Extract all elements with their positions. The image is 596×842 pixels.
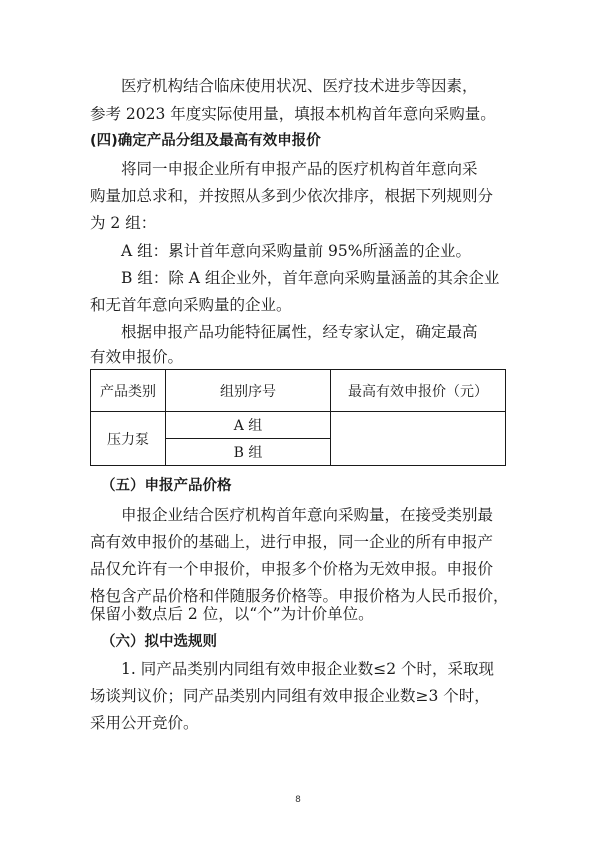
paragraph-line: B 组：除 A 组企业外，首年意向采购量涵盖的其余企业: [121, 269, 500, 287]
paragraph-line: 和无首年意向采购量的企业。: [90, 296, 292, 314]
paragraph-line: 将同一申报企业所有申报产品的医疗机构首年意向采: [121, 160, 478, 178]
header-category: 产品类别: [91, 370, 166, 412]
paragraph-line: 采用公开竞价。: [90, 714, 199, 732]
table-row: [91, 412, 506, 439]
paragraph-line: 高有效申报价的基础上，进行申报，同一企业的所有申报产: [90, 533, 494, 551]
paragraph-line: 品仅允许有一个申报价，申报多个价格为无效申报。申报价: [90, 560, 494, 578]
cell-group-a: A 组: [166, 412, 331, 439]
paragraph-line: 保留小数点后 2 位，以“个”为计价单位。: [90, 605, 374, 623]
paragraph-line: 1. 同产品类别内同组有效申报企业数≤2 个时，采取现: [121, 660, 494, 678]
section-heading-5: （五）申报产品价格: [101, 478, 232, 494]
header-price: 最高有效申报价（元）: [331, 370, 506, 412]
paragraph-line: 根据申报产品功能特征属性，经专家认定，确定最高: [121, 323, 478, 341]
paragraph-line: 格包含产品价格和伴随服务价格等。申报价格为人民币报价，: [90, 587, 509, 605]
price-group-table: [90, 369, 506, 466]
cell-group-b: B 组: [166, 439, 331, 466]
paragraph-line: 有效申报价。: [90, 348, 184, 366]
cell-price[interactable]: [331, 412, 506, 466]
table-header-row: [91, 370, 506, 412]
section-heading-4: (四)确定产品分组及最高有效申报价: [90, 133, 321, 149]
paragraph-line: 为 2 组：: [90, 214, 157, 232]
paragraph-line: 医疗机构结合临床使用状况、医疗技术进步等因素，: [121, 77, 478, 95]
paragraph-line: 参考 2023 年度实际使用量，填报本机构首年意向采购量。: [90, 105, 496, 123]
header-group: 组别序号: [166, 370, 331, 412]
page-number: 8: [295, 795, 301, 805]
paragraph-line: 场谈判议价；同产品类别内同组有效申报企业数≥3 个时，: [90, 687, 490, 705]
section-heading-6: （六）拟中选规则: [101, 634, 217, 650]
paragraph-line: A 组：累计首年意向采购量前 95%所涵盖的企业。: [121, 242, 472, 260]
paragraph-line: 购量加总求和，并按照从多到少依次排序，根据下列规则分: [90, 187, 494, 205]
cell-category: 压力泵: [91, 412, 166, 466]
paragraph-line: 申报企业结合医疗机构首年意向采购量，在接受类别最: [121, 506, 494, 524]
